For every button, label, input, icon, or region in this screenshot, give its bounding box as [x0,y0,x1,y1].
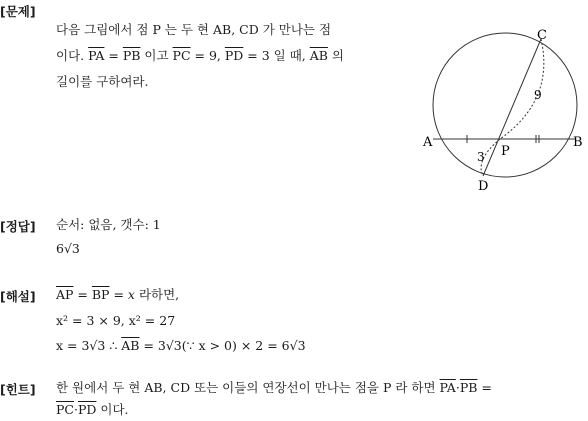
equals-sign: = [109,287,128,302]
circle-figure [410,18,588,198]
point-d-label: D [478,179,489,194]
solution-label: [해설] [0,289,36,304]
hint-line-1 [56,379,492,397]
chord-cd [483,39,541,176]
answer-value: 6√3 [56,241,80,256]
equals-sign: = [104,48,123,63]
segment-pc: $\overline{PC}$ [172,48,191,63]
segment-ab: $\overline{AB}$ [309,48,328,63]
problem-line-1: 다음 그림에서 점 P 는 두 현 AB, CD 가 만나는 점 [56,22,332,37]
hint-label: [힌트] [0,382,36,397]
problem-text: 이다. [56,48,89,63]
segment-bp: $\overline{BP}$ [91,287,110,302]
dot-operator: · [73,402,78,417]
equals-sign: = [477,380,492,395]
segment-pd: $\overline{PD}$ [77,402,97,417]
problem-text: 이고 [140,48,173,63]
solution-math: x = 3√3 ∴ [56,338,122,353]
equals-sign: = [73,287,92,302]
point-a-label: A [423,135,433,150]
segment-ap: $\overline{AP}$ [56,287,74,302]
variable-x: x [127,287,135,302]
point-p-label: P [501,144,510,159]
hint-line-2 [56,401,129,419]
segment-ab: $\overline{AB}$ [121,338,140,353]
segment-pa: $\overline{PA}$ [88,48,105,63]
hint-text: 이다. [96,402,129,417]
problem-text: 의 [327,48,344,63]
answer-label: [정답] [0,219,36,234]
problem-text: = 9, [190,48,225,63]
length-label-9: 9 [534,88,542,102]
dot-operator: · [455,380,460,395]
problem-label: [문제] [0,4,36,19]
segment-pd: $\overline{PD}$ [224,48,244,63]
point-b-label: B [573,135,583,150]
problem-line-3: 길이를 구하여라. [56,74,149,89]
hint-text: 한 원에서 두 현 AB, CD 또는 이들의 연장선이 만나는 점을 P 라 하면 [56,380,440,395]
segment-pb: $\overline{PB}$ [459,380,478,395]
problem-line-2 [56,47,344,65]
length-label-3: 3 [477,150,485,164]
answer-line-1: 순서: 없음, 갯수: 1 [56,217,161,232]
segment-pc: $\overline{PC}$ [56,402,74,417]
problem-text: = 3 일 때, [243,48,310,63]
solution-text: 라하면, [134,287,180,302]
solution-line-2: x² = 3 × 9, x² = 27 [56,313,176,328]
segment-pb: $\overline{PB}$ [122,48,141,63]
segment-pa: $\overline{PA}$ [439,380,456,395]
solution-math: = 3√3(∵ x > 0) × 2 = 6√3 [139,338,306,353]
point-c-label: C [537,28,547,43]
solution-line-3 [56,338,306,353]
solution-line-1 [56,286,179,304]
